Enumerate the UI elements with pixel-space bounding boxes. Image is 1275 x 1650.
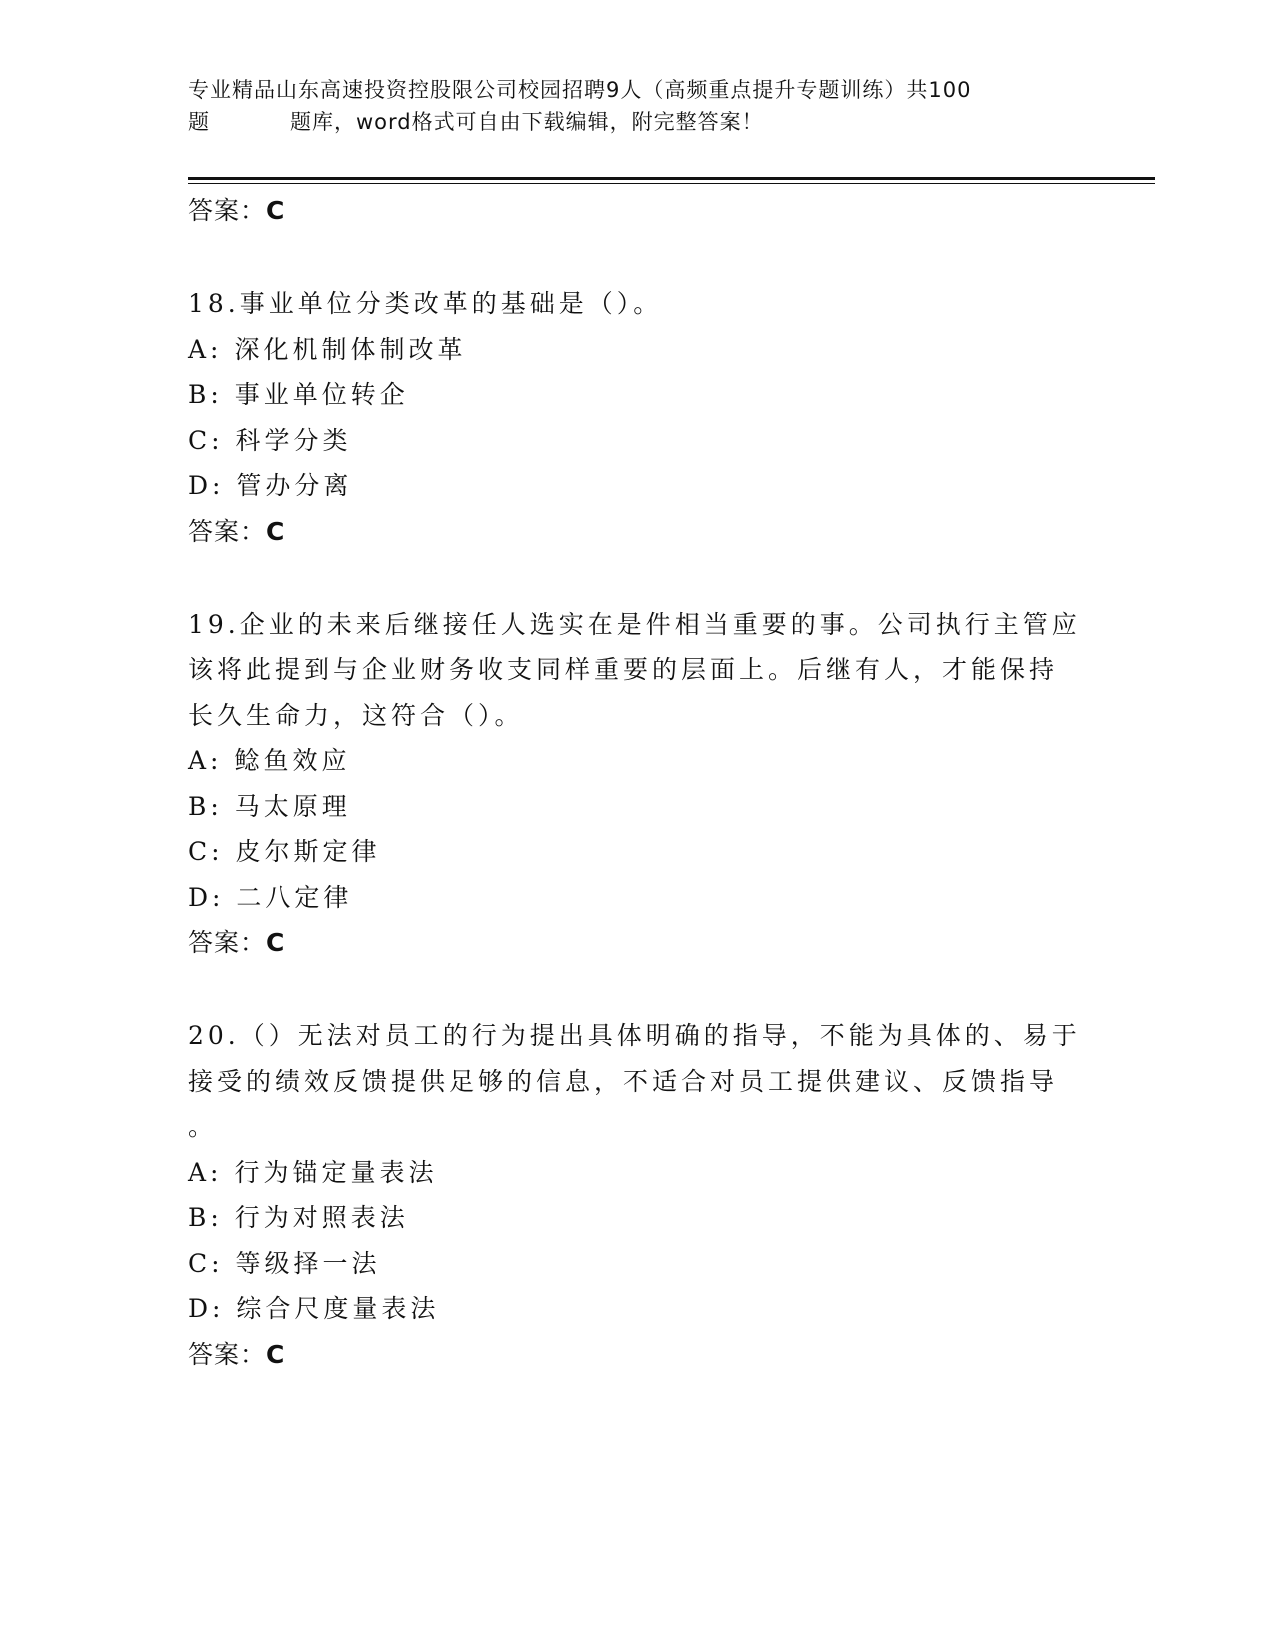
question-stem-line-3: 长久生命力，这符合（）。 [188,700,524,730]
option-text: 综合尺度量表法 [236,1294,440,1323]
answer-value: C [266,1339,286,1369]
question-18 [188,281,1088,554]
option-key: A: [188,1157,223,1187]
question-text [188,281,1088,327]
answer-label: 答案： [188,1339,267,1369]
option-key: B: [188,380,223,409]
answer-line [188,509,1088,554]
option-b [188,784,1088,830]
header-line-1: 专业精品山东高速投资控股限公司校园招聘9人（高频重点提升专题训练）共100 [188,78,972,102]
option-text: 行为对照表法 [234,1203,409,1232]
question-text [188,602,1088,648]
question-stem-line-2: 接受的绩效反馈提供足够的信息，不适合对员工提供建议、反馈指导 [188,1066,1059,1096]
option-key: C: [188,425,224,455]
option-key: D: [188,882,225,912]
option-a [188,1150,1088,1196]
answer-label: 答案： [188,196,267,225]
option-key: D: [188,471,225,500]
question-number: 19. [188,609,240,639]
header-divider-thick [188,177,1155,180]
answer-label: 答案： [188,516,267,546]
header-divider-thin [188,183,1155,184]
answer-value: C [266,516,286,546]
question-stem-line-3: 。 [188,1112,218,1141]
option-text: 事业单位转企 [234,380,409,409]
header-line-2-left: 题 [188,110,210,134]
question-text [188,1013,1088,1059]
option-b [188,372,1088,418]
option-b [188,1195,1088,1241]
answer-line [188,920,1088,965]
question-number: 18. [188,289,240,318]
question-20 [188,1013,1088,1377]
option-text: 管办分离 [236,471,353,500]
option-key: C: [188,1248,224,1278]
answer-value: C [266,196,286,225]
answer-line [188,188,1088,233]
option-text: 皮尔斯定律 [235,837,381,866]
answer-line [188,1332,1088,1377]
option-text: 二八定律 [236,882,353,912]
option-d [188,875,1088,921]
question-19 [188,602,1088,966]
header-line-2 [188,106,1088,138]
option-d [188,1286,1088,1332]
option-c [188,418,1088,464]
question-number: 20. [188,1021,240,1050]
document-body [188,188,1088,1377]
answer-value: C [266,928,286,957]
option-key: C: [188,837,224,866]
document-header [188,74,1088,138]
header-line-2-right: 题库，word格式可自由下载编辑，附完整答案！ [290,110,764,134]
question-stem-line-1: 企业的未来后继接任人选实在是件相当重要的事。公司执行主管应 [239,609,1081,639]
option-key: A: [188,334,223,364]
answer-label: 答案： [188,928,267,957]
option-text: 马太原理 [234,791,351,821]
option-text: 等级择一法 [235,1248,381,1278]
option-text: 行为锚定量表法 [234,1157,438,1187]
question-stem-line-2: 该将此提到与企业财务收支同样重要的层面上。后继有人，才能保持 [188,655,1059,684]
option-text: 深化机制体制改革 [234,334,467,364]
question-stem-line-1: （）无法对员工的行为提出具体明确的指导，不能为具体的、易于 [239,1021,1081,1050]
option-c [188,829,1088,875]
option-key: B: [188,791,223,821]
question-stem: 事业单位分类改革的基础是（）。 [239,289,663,318]
option-text: 科学分类 [235,425,352,455]
option-key: A: [188,746,223,775]
option-a [188,738,1088,784]
option-key: D: [188,1294,225,1323]
option-d [188,463,1088,509]
option-c [188,1241,1088,1287]
option-a [188,327,1088,373]
option-key: B: [188,1203,223,1232]
option-text: 鲶鱼效应 [234,746,351,775]
